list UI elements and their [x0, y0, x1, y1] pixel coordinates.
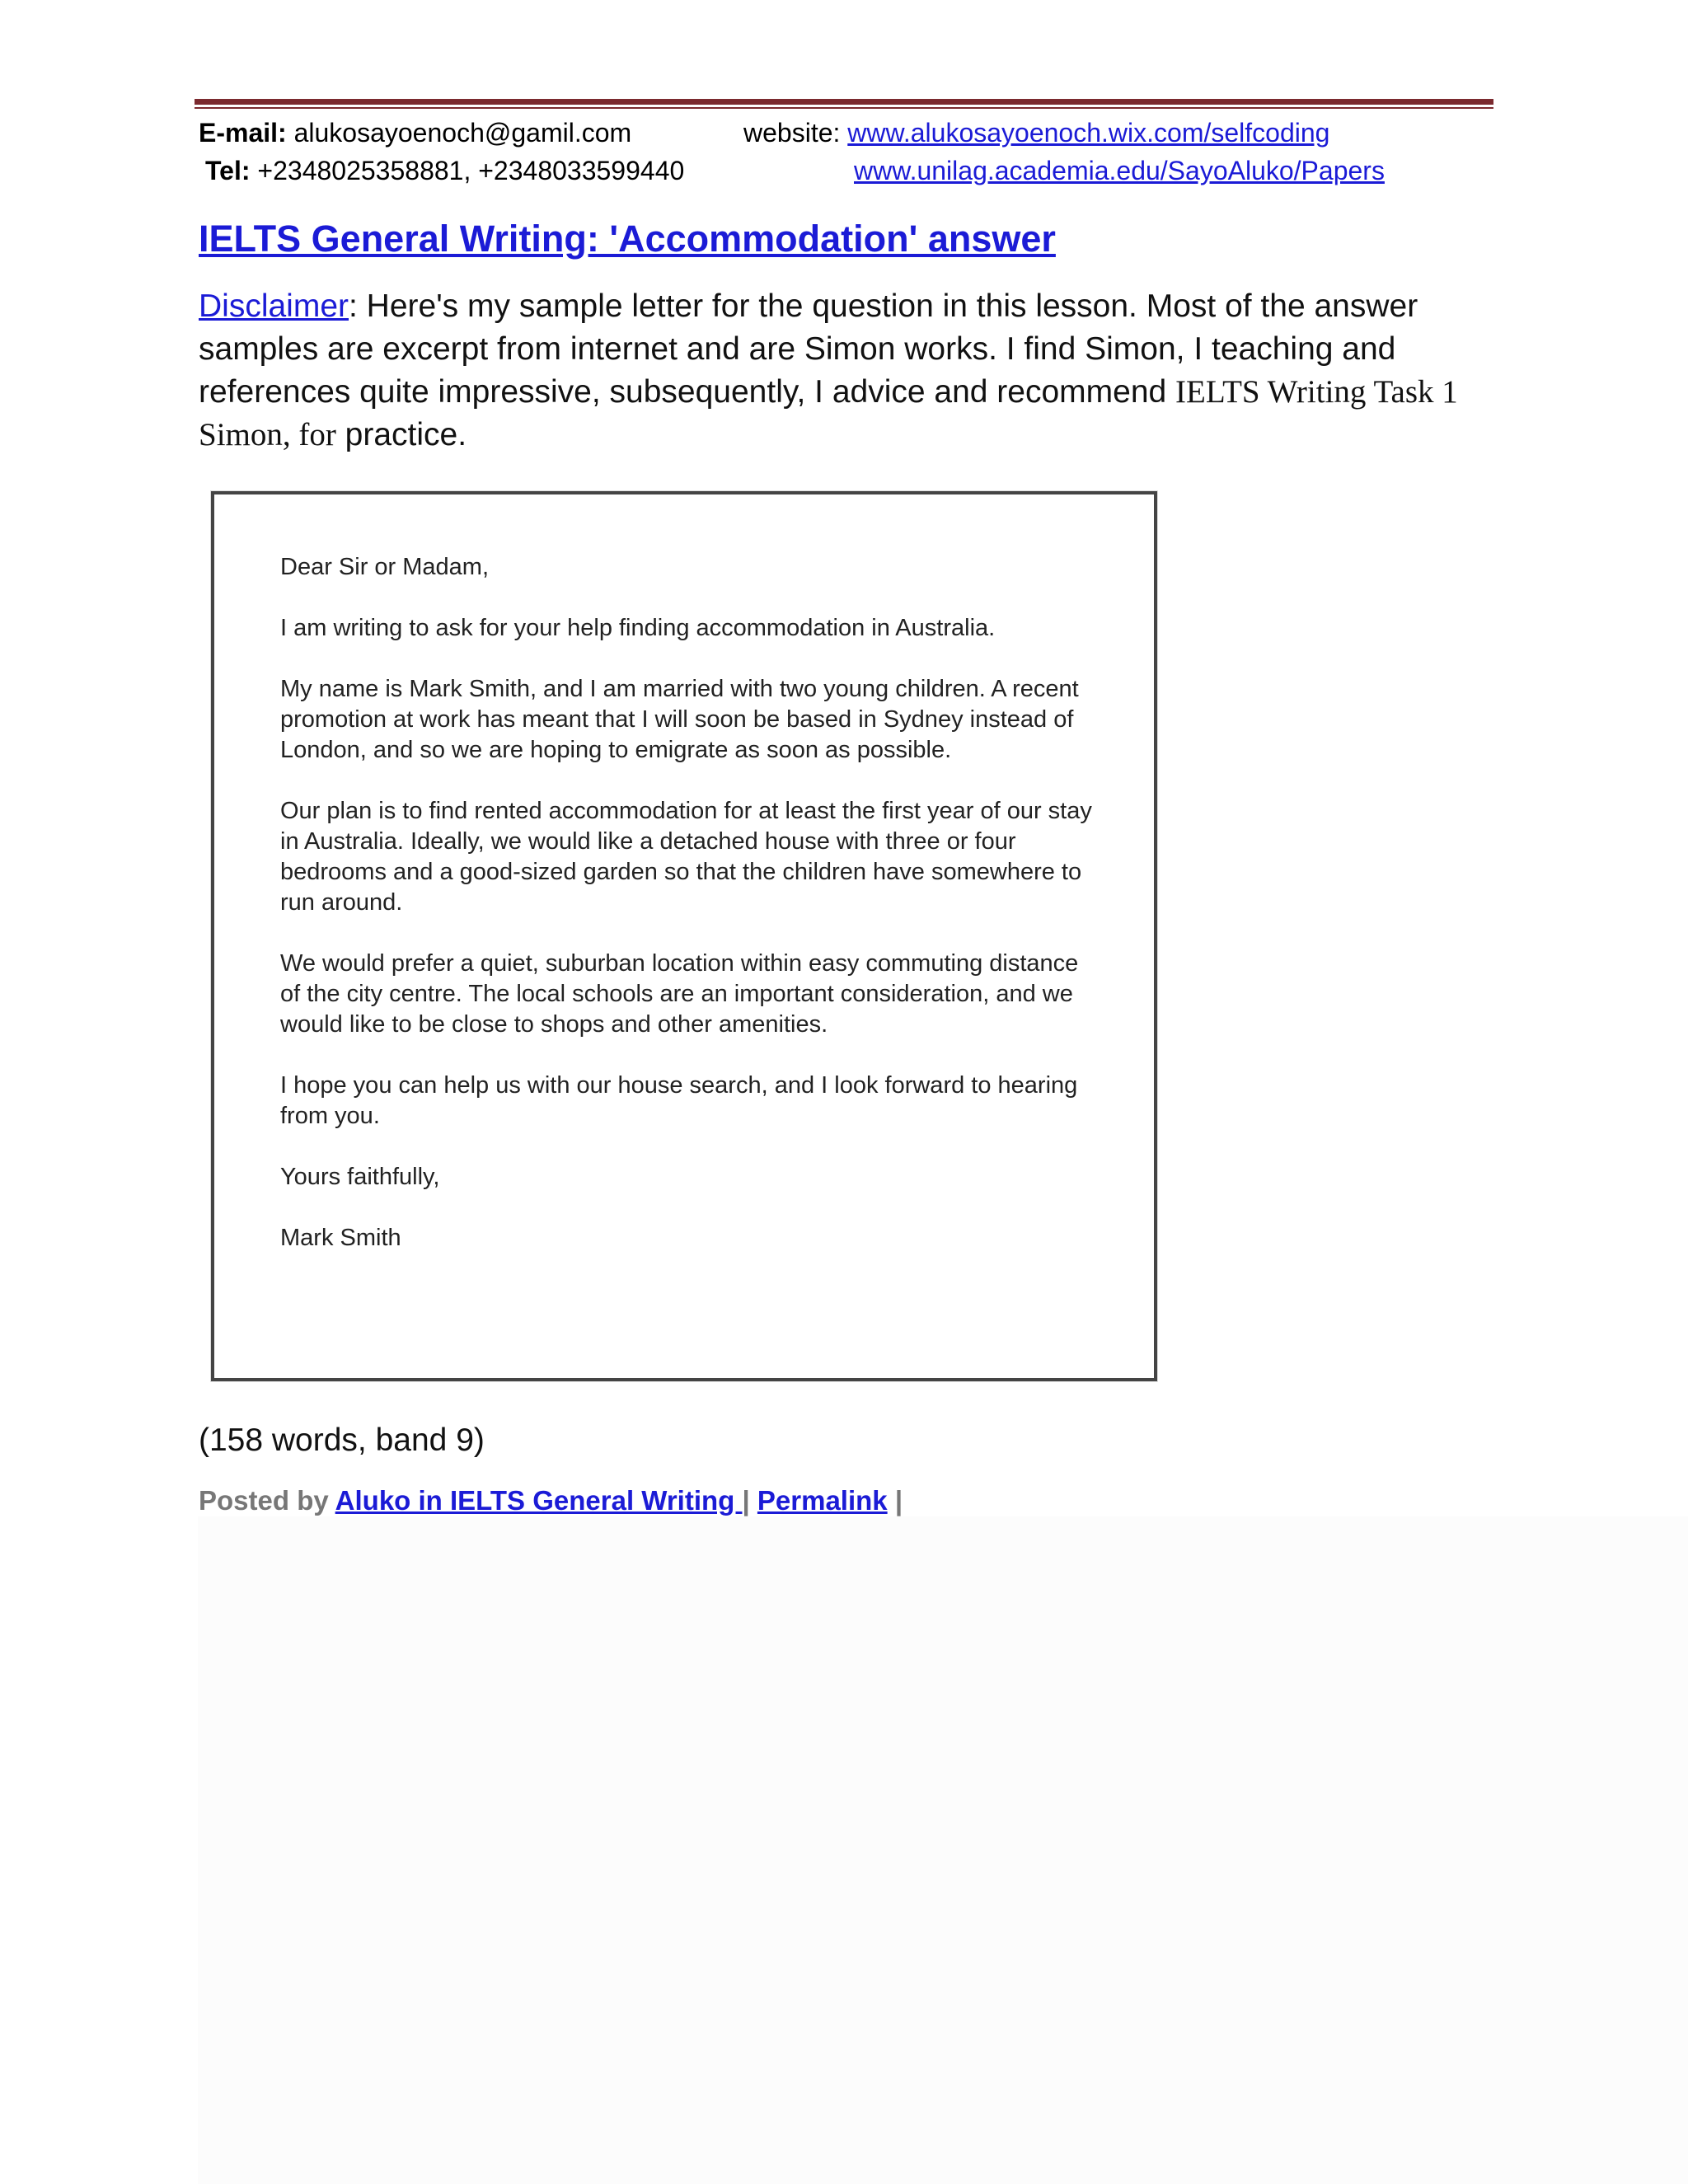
- letter-paragraph-1: I am writing to ask for your help finding accommodation in Australia.: [280, 615, 996, 641]
- email-value: alukosayoenoch@gamil.com: [293, 118, 632, 148]
- letter-paragraph-2: My name is Mark Smith, and I am married with two young children. A recent promotion at work has meant that I will soon be based in Sydney instead of London, and so we are hoping to emigrate as soon as possible.: [280, 676, 1079, 763]
- intro-text-part1: : Here's my sample letter for the question in this lesson. Most of the answer samples are excerpt from internet and are Simon works. I find Simon, I teaching and references quite impressive, subsequently, I advice and recommend: [199, 288, 1418, 410]
- letter-paragraph-3: Our plan is to find rented accommodation for at least the first year of our stay in Australia. Ideally, we would like a detached house with three or four bedrooms and a good-sized garden so that the children have somewhere to run around.: [280, 798, 1092, 916]
- letter-image-frame: [211, 491, 1157, 1381]
- separator-2: |: [894, 1485, 903, 1516]
- permalink-link[interactable]: Permalink: [757, 1485, 888, 1516]
- sample-letter: [280, 552, 1104, 1284]
- website-line: [743, 114, 1329, 152]
- word-count-band: (158 words, band 9): [199, 1422, 485, 1458]
- website-link-academia[interactable]: www.unilag.academia.edu/SayoAluko/Papers: [854, 156, 1385, 185]
- email-label: E-mail:: [199, 118, 287, 148]
- letter-signature: Mark Smith: [280, 1225, 401, 1251]
- intro-text-part2: practice.: [335, 417, 467, 452]
- letter-greeting: Dear Sir or Madam,: [280, 554, 490, 580]
- article-title[interactable]: IELTS General Writing: 'Accommodation' answer: [199, 218, 1056, 260]
- email-line: [199, 114, 631, 152]
- tel-line: [205, 152, 684, 190]
- letter-paragraph-5: I hope you can help us with our house search, and I look forward to hearing from you.: [280, 1072, 1078, 1129]
- header-rule-thick: [195, 99, 1493, 105]
- posted-by-line: [199, 1485, 903, 1516]
- page-background-shade: [198, 1516, 1688, 2184]
- posted-by-label: Posted by: [199, 1485, 335, 1516]
- tel-value: +2348025358881, +2348033599440: [257, 156, 685, 185]
- author-category-link[interactable]: Aluko in IELTS General Writing: [335, 1485, 743, 1516]
- intro-paragraph: [199, 285, 1493, 457]
- separator-1: |: [742, 1485, 750, 1516]
- intro-text-serif: IELTS Writing Task 1 Simon, for: [199, 374, 1458, 452]
- tel-label: Tel:: [205, 156, 251, 185]
- letter-closing: Yours faithfully,: [280, 1164, 440, 1190]
- disclaimer-link[interactable]: Disclaimer: [199, 288, 349, 324]
- website-line-2: [854, 152, 1385, 190]
- header-rule-thin: [195, 107, 1493, 109]
- letter-paragraph-4: We would prefer a quiet, suburban location within easy commuting distance of the city centre. The local schools are an important consideration, and we would like to be close to shops and other amenities.: [280, 950, 1079, 1038]
- website-label: website:: [743, 118, 841, 148]
- website-link-wix[interactable]: www.alukosayoenoch.wix.com/selfcoding: [847, 118, 1330, 148]
